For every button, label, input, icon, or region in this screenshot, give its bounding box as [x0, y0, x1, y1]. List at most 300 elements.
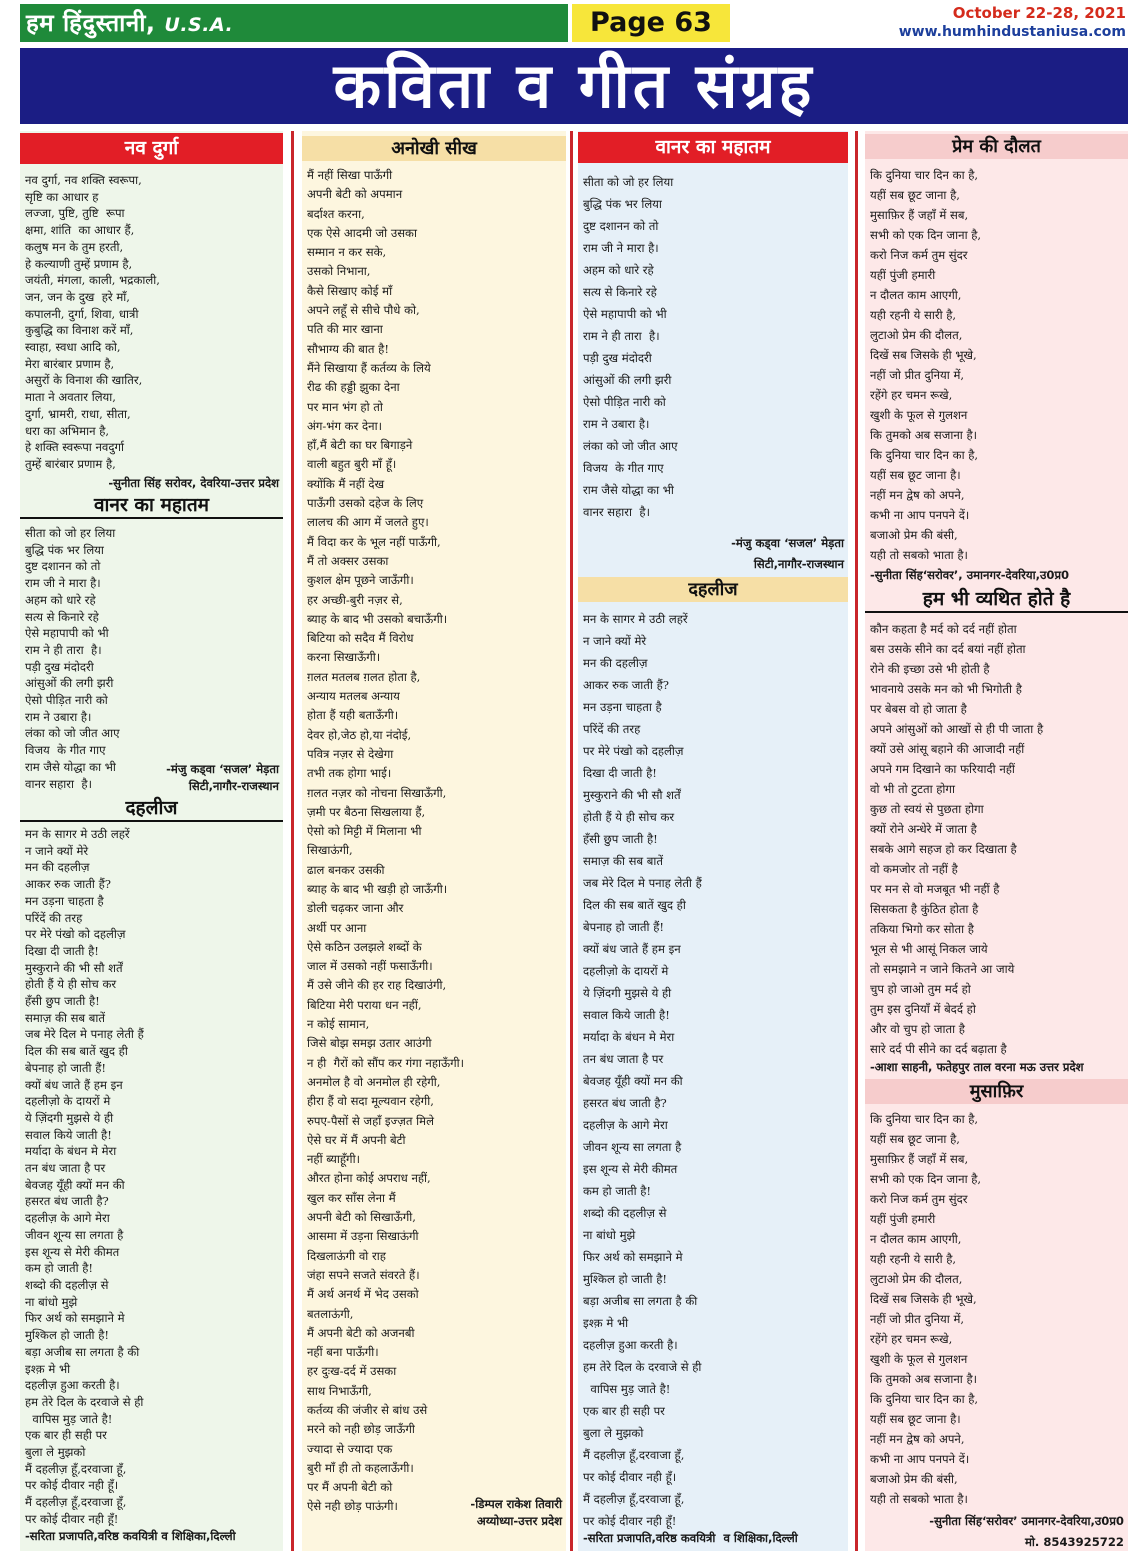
poem-line: लुटाओ प्रेम की दौलत,: [870, 328, 963, 342]
poem-line: कभी ना आप पनपने दें।: [870, 1452, 970, 1466]
poem-line: शब्दो की दहलीज़ से: [25, 1277, 109, 1292]
poem-line: वो कमजोर तो नहीं है: [870, 862, 958, 876]
poem-line: नहीं मन द्वेष को अपने,: [870, 488, 965, 502]
poem-line: जीवन शून्य सा लगता है: [25, 1227, 124, 1242]
poem-line: जिसे बोझ समझ उतार आउंगी: [307, 1036, 432, 1051]
poem-line: पर कोई दीवार नही हूँ।: [25, 1478, 119, 1493]
poem-line: खुशी के फूल से गुलशन: [870, 1352, 968, 1366]
poem-title: वानर का महातम: [578, 132, 848, 163]
poem-body: [865, 165, 1128, 565]
poem-line: कौन कहता है मर्द को दर्द नहीं होता: [870, 622, 1017, 636]
publication-suffix: U.S.A.: [164, 14, 234, 36]
poem-line: मुसाफ़िर हैं जहाँ में सब,: [870, 1152, 969, 1166]
poem-line: रुपए-पैसों से जहाँ इज्ज़त मिले: [307, 1113, 434, 1128]
poem-line: हम तेरे दिल के दरवाजे से ही: [583, 1360, 702, 1374]
poem-line: कुछ तो स्वयं से पुछता होगा: [870, 802, 984, 816]
column-3: [578, 131, 848, 1551]
poem-line: ब्याह के बाद भी उसको बचाऊँगी।: [307, 611, 448, 626]
poem-line: खुशी के फूल से गुलशन: [870, 408, 968, 422]
poem-line: सवाल किये जाती है!: [583, 1008, 670, 1022]
poem-line: दुष्ट दशानन को तो: [25, 559, 101, 574]
poem-title: अनोखी सीख: [302, 136, 566, 161]
poem-line: मैं दहलीज़ हूँ,दरवाजा हूँ,: [583, 1492, 685, 1506]
poem-line: वापिस मुड़ जाते है!: [25, 1411, 113, 1426]
poem-line: करो निज कर्म तुम सुंदर: [870, 1192, 968, 1206]
poem-title: प्रेम की दौलत: [865, 134, 1128, 159]
masthead: [20, 4, 1128, 42]
poem-line: यही तो सबको भाता है।: [870, 1492, 968, 1506]
poem-line: जब मेरे दिल मे पनाह लेती हैं: [583, 876, 702, 890]
poem-line: बड़ा अजीब सा लगता है की: [583, 1294, 698, 1308]
poem-line: हँसी छुप जाती है!: [25, 994, 100, 1009]
poem-line: दहलीज़ हुआ करती है।: [25, 1378, 120, 1393]
poem-line: सीता को जो हर लिया: [583, 175, 674, 189]
poem-line: पाऊँगी उसको दहेज के लिए: [307, 496, 424, 511]
poem-line: नव दुर्गा, नव शक्ति स्वरूपा,: [25, 173, 142, 187]
poem-line: फिर अर्थ को समझाने मे: [25, 1311, 125, 1326]
poem-line: बर्दाश्त करना,: [307, 206, 365, 221]
poem-line: पति की मार खाना: [307, 322, 383, 337]
poem-line: नहीं बना पाऊँगी।: [307, 1345, 379, 1360]
poem-line: मैं दहलीज़ हूँ,दरवाजा हूँ,: [583, 1448, 685, 1462]
poem-line: ग़लत मतलब ग़लत होता है,: [307, 669, 421, 684]
poem-line: सृष्टि का आधार ह: [25, 189, 99, 204]
poem-line: मैं नहीं सिखा पाऊँगी: [307, 168, 393, 182]
poem-line: राम ने उबारा है।: [583, 417, 650, 431]
poem-line: लंका को जो जीत आए: [25, 726, 120, 741]
poem-title: हम भी व्यथित होते है: [865, 587, 1128, 613]
poem-line: यहीं पुंजी हमारी: [870, 268, 936, 282]
poem-line: मन की दहलीज़: [583, 656, 648, 670]
poem-body: [578, 608, 848, 1532]
poem-line: सीता को जो हर लिया: [25, 526, 116, 540]
poem-line: जयंती, मंगला, काली, भद्रकाली,: [25, 273, 160, 288]
poem-line: क्यों बंध जाते हैं हम इन: [583, 942, 681, 956]
poem-line: सत्य से किनारे रहे: [583, 285, 657, 299]
poem-line: एक ऐसे आदमी जो उसका: [307, 225, 417, 240]
poem-line: बुरी माँ ही तो कहलाऊँगी।: [307, 1460, 414, 1475]
poem-line: मैं दहलीज़ हूँ,दरवाजा हूँ,: [25, 1461, 127, 1476]
poem-title: वानर का महातम: [20, 493, 283, 519]
poem-body: [20, 172, 283, 475]
issue-date: October 22-28, 2021: [952, 4, 1126, 22]
poem-line: लंका को जो जीत आए: [583, 439, 678, 453]
poem-line: एक बार ही सही पर: [25, 1428, 107, 1443]
column-4: [865, 131, 1128, 1551]
poem-line: हँसी छुप जाती है!: [583, 832, 658, 846]
poem-line: तो समझाने न जाने कितने आ जाये: [870, 962, 1015, 976]
poem-line: रीढ की हड्डी झुका देना: [307, 380, 400, 395]
poem-line: मैंने सिखाया हैं कर्तव्य के लिये: [307, 360, 431, 375]
poem-line: दहलीज़ो के दायरों मे: [25, 1094, 111, 1109]
poem-line: अन्याय मतलब अन्याय: [307, 689, 400, 704]
poem-line: ये ज़िंदगी मुझसे ये ही: [583, 986, 672, 1000]
poem-line: बजाओ प्रेम की बंसी,: [870, 1472, 958, 1486]
poem-line: पर मेरे पंखो को दहलीज़: [25, 927, 126, 942]
poem-line: तुम इस दुनियाँ में बेदर्द हो: [870, 1002, 976, 1016]
poem-line: राम ने उबारा है।: [25, 709, 92, 724]
poem-line: नहीं जो प्रीत दुनिया में,: [870, 1312, 965, 1326]
poem-body: [20, 826, 283, 1526]
poem-line: न दौलत काम आएगी,: [870, 288, 962, 302]
poem-line: असुरों के विनाश की खातिर,: [25, 373, 143, 388]
poem-line: बुला ले मुझको: [583, 1426, 644, 1440]
poem-line: कैसे सिखाए कोई माँ: [307, 283, 393, 298]
poem-line: यही तो सबको भाता है।: [870, 548, 968, 562]
poem-author: -मंजु कड्वा ‘सजल’ मेड़ता: [731, 536, 844, 550]
poem-line: कुशल क्षेम पूछने जाऊँगी।: [307, 573, 414, 588]
poem-line: पवित्र नज़र से देखेगा: [307, 746, 394, 761]
poem-line: एक बार ही सही पर: [583, 1404, 665, 1418]
poem-line: अपनी बेटी को सिखाऊँगी,: [307, 1210, 416, 1225]
poem-line: बेवजह यूँही क्यों मन की: [583, 1074, 683, 1088]
poem-line: ज़मी पर बैठना सिखलाया हैं,: [307, 804, 426, 819]
poem-line: हीरा हैं वो सदा मूल्यवान रहेगी,: [307, 1094, 434, 1109]
poem-title: मुसाफ़िर: [865, 1079, 1128, 1104]
poem-line: मुस्कुराने की भी सौ शर्तें: [583, 788, 681, 802]
poem-line: भूल से भी आसूं निकल जाये: [870, 942, 988, 956]
poem-line: मैं उसे जीने की हर राह दिखाउंगी,: [307, 978, 447, 993]
poem-line: ऐसो को मिट्टी में मिलाना भी: [307, 824, 422, 839]
poem-line: सत्य से किनारे रहे: [25, 609, 99, 624]
poem-line: औरत होना कोई अपराध नहीं,: [307, 1171, 431, 1186]
poem-line: बिटिया को सदैव मैं विरोध: [307, 631, 414, 646]
poem-line: तकिया भिगो कर सोता है: [870, 922, 974, 936]
poem-line: इस शून्य से मेरी कीमत: [583, 1162, 678, 1176]
poem-line: यही रहनी ये सारी है,: [870, 1252, 957, 1266]
poem-line: आकर रुक जाती हैं?: [583, 678, 669, 692]
poem-line: हसरत बंध जाती है?: [25, 1194, 109, 1209]
poem-line: दिखें सब जिसके ही भूखे,: [870, 1292, 977, 1306]
poem-line: लालच की आग में जलते हुए।: [307, 515, 429, 530]
poem-line: परिंदें की तरह: [583, 722, 641, 736]
poem-line: नहीं मन द्वेष को अपने,: [870, 1432, 965, 1446]
poem-line: हे कल्याणी तुम्हें प्रणाम है,: [25, 256, 133, 271]
poem-line: दहलीज़ो के दायरों मे: [583, 964, 669, 978]
poem-line: विजय के गीत गाए: [583, 461, 664, 475]
poem-line: पड़ी दुख मंदोदरी: [583, 351, 652, 365]
poem-line: क्यों बंध जाते हैं हम इन: [25, 1077, 123, 1092]
poem-line: बेपनाह हो जाती हैं!: [25, 1060, 107, 1075]
website-link[interactable]: www.humhindustaniusa.com: [898, 24, 1126, 40]
publication-name: [20, 4, 568, 42]
poem-body: [578, 171, 848, 523]
poem-title: दहलीज: [20, 796, 283, 822]
poem-line: मन उड़ना चाहता है: [25, 893, 104, 908]
poem-line: तुम्हें बारंबार प्रणाम है,: [25, 456, 116, 471]
poem-author: -सुनीता सिंह‘सरोवर’ उमानगर-देवरिया,उ0प्र0: [929, 1514, 1124, 1528]
poem-line: पर मेरे पंखो को दहलीज़: [583, 744, 684, 758]
poem-line: कि दुनिया चार दिन का है,: [870, 168, 979, 182]
poem-line: कपालनी, दुर्गा, शिवा, धात्री: [25, 306, 139, 321]
column-separator: [570, 131, 573, 1551]
poem-line: दिखें सब जिसके ही भूखे,: [870, 348, 977, 362]
poem-line: राम जी ने मारा है।: [583, 241, 659, 255]
poem-line: राम ने ही तारा है।: [25, 642, 102, 657]
poem-line: जंहा सपने सजते संवरते हैं।: [307, 1267, 420, 1282]
poem-line: ना बांधो मुझे: [25, 1294, 78, 1309]
poem-line: मर्यादा के बंधन मे मेरा: [25, 1144, 117, 1159]
poem-line: मैं दहलीज़ हूँ,दरवाजा हूँ,: [25, 1495, 127, 1510]
poem-line: मुश्किल हो जाती है!: [25, 1328, 110, 1343]
poem-line: आसमा में उड़ना सिखाऊंगी: [307, 1229, 419, 1244]
poem-line: पर मैं अपनी बेटी को: [307, 1480, 393, 1495]
poem-line: नहीं ब्याहूँगी।: [307, 1152, 360, 1167]
poem-line: अनमोल है वो अनमोल ही रहेगी,: [307, 1074, 441, 1089]
poem-line: यहीं सब छूट जाना है।: [870, 1412, 961, 1426]
poem-line: हाँ,मैं बेटी का घर बिगाड़ने: [307, 438, 413, 453]
poem-line: यहीं सब छूट जाना है,: [870, 1132, 960, 1146]
poem-line: सभी को एक दिन जाना है,: [870, 1172, 982, 1186]
poem-line: राम जैसे योद्धा का भी: [25, 759, 116, 774]
poem-line: दहलीज़ हुआ करती है।: [583, 1338, 678, 1352]
poem-line: कम हो जाती है!: [25, 1261, 94, 1276]
poem-line: होती हैं ये ही सोच कर: [25, 977, 117, 992]
poem-line: माता ने अवतार लिया,: [25, 390, 116, 405]
poem-line: पड़ी दुख मंदोदरी: [25, 659, 94, 674]
poem-line: कलुष मन के तुम हरती,: [25, 239, 124, 254]
poem-line: सभी को एक दिन जाना है,: [870, 228, 982, 242]
poem-line: तन बंध जाता है पर: [583, 1052, 664, 1066]
poem-line: दहलीज़ के आगे मेरा: [583, 1118, 668, 1132]
poem-line: बस उसके सीने का दर्द बयां नहीं होता: [870, 642, 1026, 656]
poem-line: बेपनाह हो जाती हैं!: [583, 920, 665, 934]
poem-title: नव दुर्गा: [20, 133, 283, 164]
poem-line: लुटाओ प्रेम की दौलत,: [870, 1272, 963, 1286]
poem-line: जीवन शून्य सा लगता है: [583, 1140, 682, 1154]
poem-author: मो. 8543925722: [1024, 1535, 1124, 1549]
poem-line: पर मान भंग हो तो: [307, 399, 383, 414]
poem-line: तन बंध जाता है पर: [25, 1161, 106, 1176]
poem-title: दहलीज: [578, 577, 848, 602]
poem-line: करो निज कर्म तुम सुंदर: [870, 248, 968, 262]
poem-line: कि दुनिया चार दिन का है,: [870, 1392, 979, 1406]
poem-line: कि दुनिया चार दिन का है,: [870, 1112, 979, 1126]
poem-line: हर अच्छी-बुरी नज़र से,: [307, 592, 403, 607]
poem-line: हसरत बंध जाती है?: [583, 1096, 667, 1110]
poem-line: मेरा बारंबार प्रणाम है,: [25, 356, 115, 371]
poem-line: बुला ले मुझको: [25, 1445, 86, 1460]
poem-author: अय्योध्या-उत्तर प्रदेश: [476, 1514, 562, 1528]
poem-line: यहीं सब छूट जाना है।: [870, 468, 961, 482]
column-1: [20, 131, 283, 1551]
poem-line: ऐसे कठिन उलझले शब्दों के: [307, 939, 422, 954]
poem-line: सारे दर्द पी सीने का दर्द बढ़ाता है: [870, 1042, 1007, 1056]
poem-line: हर दुःख-दर्द में उसका: [307, 1364, 397, 1379]
poem-line: क्षमा, शांति का आधार हैं,: [25, 223, 135, 238]
poem-line: दिल की सब बातें खुद ही: [25, 1044, 128, 1059]
poem-line: ये ज़िंदगी मुझसे ये ही: [25, 1110, 114, 1125]
poem-line: कम हो जाती है!: [583, 1184, 652, 1198]
poem-line: यही रहनी ये सारी है,: [870, 308, 957, 322]
poem-line: इश्क़ मे भी: [25, 1361, 71, 1376]
poem-line: चुप हो जाओ तुम मर्द हो: [870, 982, 971, 996]
poem-line: होती हैं ये ही सोच कर: [583, 810, 675, 824]
poem-line: साथ निभाऊँगी,: [307, 1383, 372, 1398]
poem-line: अहम को धारे रहे: [583, 263, 654, 277]
poem-line: और वो चुप हो जाता है: [870, 1022, 965, 1036]
dateline: [899, 4, 1126, 41]
poem-line: ऐसो पीड़ित नारी को: [583, 395, 666, 409]
poem-line: कि तुमको अब सजाना है।: [870, 428, 978, 442]
poem-line: सिखाऊंगी,: [307, 843, 353, 858]
poem-line: होता हैं यही बताऊँगी।: [307, 708, 399, 723]
poem-line: मैं अर्थ अनर्थ में भेद उसको: [307, 1287, 419, 1302]
poem-line: ऐसे महापापी को भी: [583, 307, 667, 321]
poem-line: सम्मान न कर सके,: [307, 245, 387, 260]
poem-line: दहलीज़ के आगे मेरा: [25, 1211, 110, 1226]
poem-line: यहीं सब छूट जाना है,: [870, 188, 960, 202]
poem-line: स्वाहा, स्वधा आदि को,: [25, 340, 121, 355]
poem-line: बतलाऊंगी,: [307, 1306, 354, 1321]
poem-line: कि दुनिया चार दिन का है,: [870, 448, 979, 462]
poem-line: क्यों रोने अन्धेरे में जाता है: [870, 822, 977, 836]
poem-line: मैं विदा कर के भूल नहीं पाऊँगी,: [307, 534, 441, 549]
poem-line: ढाल बनकर उसकी: [307, 862, 385, 877]
poem-line: अपने आंसुओं को आखों से ही पी जाता है: [870, 722, 1044, 736]
poem-line: ज्यादा से ज्यादा एक: [307, 1441, 393, 1456]
poem-line: बड़ा अजीब सा लगता है की: [25, 1344, 140, 1359]
poem-line: दुर्गा, भ्रामरी, राधा, सीता,: [25, 406, 131, 421]
poem-author: सिटी,नागौर-राजस्थान: [753, 557, 844, 571]
poem-line: वानर सहारा है।: [25, 776, 92, 791]
poem-line: न ही गैरों को सौंप कर गंगा नहाऊँगी।: [307, 1055, 465, 1070]
poem-line: जन, जन के दुख हरे माँ,: [25, 289, 130, 304]
poem-author: -सरिता प्रजापति,वरिष्ठ कवयित्री व शिक्षिका,दिल्ली: [25, 1529, 236, 1543]
poem-line: न कोई सामान,: [307, 1017, 370, 1032]
poem-line: क्योंकि मैं नहीं देख: [307, 476, 385, 491]
poem-line: ऐसो पीड़ित नारी को: [25, 693, 108, 708]
poem-line: जब मेरे दिल मे पनाह लेती हैं: [25, 1027, 144, 1042]
poem-line: ना बांधो मुझे: [583, 1228, 636, 1242]
poem-line: अर्थी पर आना: [307, 920, 367, 935]
poem-line: नहीं जो प्रीत दुनिया में,: [870, 368, 965, 382]
poem-body: [865, 1109, 1128, 1509]
poem-line: पर मन से वो मजबूत भी नहीं है: [870, 882, 1000, 896]
poem-line: कर्तव्य की जंजीर से बांध उसे: [307, 1403, 428, 1417]
poem-author: -सुनीता सिंह सरोवर, देवरिया-उत्तर प्रदेश: [108, 476, 279, 490]
poem-body: [20, 525, 283, 793]
poem-line: दुष्ट दशानन को तो: [583, 219, 659, 233]
poem-line: सबके आगे सहज हो कर दिखाता है: [870, 842, 1017, 856]
poem-line: सवाल किये जाती है!: [25, 1127, 112, 1142]
poem-line: राम जी ने मारा है।: [25, 576, 101, 591]
poem-line: मरने को नही छोड़ जाऊँगी: [307, 1422, 415, 1437]
poem-line: परिंदें की तरह: [25, 910, 83, 925]
poem-line: न दौलत काम आएगी,: [870, 1232, 962, 1246]
poem-line: आंसुओं की लगी झरी: [583, 373, 672, 387]
poem-line: दिखा दी जाती है!: [583, 766, 657, 780]
poem-line: मुश्किल हो जाती है!: [583, 1272, 668, 1286]
poem-line: राम ने ही तारा है।: [583, 329, 660, 343]
poem-line: करना सिखाऊँगी।: [307, 650, 381, 665]
poem-line: विजय के गीत गाए: [25, 743, 106, 758]
poem-line: अपने लहूँ से सीचे पौधे को,: [307, 303, 420, 318]
column-separator: [855, 131, 858, 1551]
poem-line: क्यों उसे आंसू बहाने की आजादी नहीं: [870, 742, 1025, 756]
poem-line: मन के सागर मे उठी लहरें: [583, 612, 688, 626]
poem-line: बेवजह यूँही क्यों मन की: [25, 1177, 125, 1192]
poem-line: सिसकता है कुंठित होता है: [870, 902, 979, 916]
poem-line: समाज़ की सब बातें: [583, 854, 664, 868]
poem-line: अंग-भंग कर देना।: [307, 418, 382, 433]
poem-line: मुसाफ़िर हैं जहाँ में सब,: [870, 208, 969, 222]
poem-author: -डिम्पल राकेश तिवारी: [470, 1497, 562, 1511]
poem-line: ग़लत नज़र को नोचना सिखाऊँगी,: [307, 785, 447, 800]
poem-author: -मंजु कड्वा ‘सजल’ मेड़ता: [166, 762, 279, 776]
poem-line: न जाने क्यों मेरे: [25, 843, 89, 858]
poem-line: आकर रुक जाती हैं?: [25, 877, 111, 892]
poem-line: बुद्धि पंक भर लिया: [25, 542, 104, 557]
poem-line: धरा का अभिमान है,: [25, 423, 110, 438]
poem-line: वो भी तो टुटता होगा: [870, 782, 955, 796]
publication-title: हम हिंदुस्तानी,: [26, 9, 156, 37]
poem-line: पर बेबस वो हो जाता है: [870, 702, 967, 716]
poem-line: ब्याह के बाद भी खड़ी हो जाऊँगी।: [307, 881, 448, 896]
poem-line: कि तुमको अब सजाना है।: [870, 1372, 978, 1386]
poem-line: दिल की सब बातें खुद ही: [583, 898, 686, 912]
poem-line: हम तेरे दिल के दरवाजे से ही: [25, 1394, 144, 1409]
poem-line: आंसुओं की लगी झरी: [25, 676, 114, 691]
poem-line: रहेंगे हर चमन रूखे,: [870, 1332, 953, 1346]
poem-line: मर्यादा के बंधन मे मेरा: [583, 1030, 675, 1044]
poem-line: मैं तो अक्सर उसका: [307, 553, 389, 568]
poem-line: हे शक्ति स्वरूपा नवदुर्गा: [25, 440, 125, 455]
poem-line: कभी ना आप पनपने दें।: [870, 508, 970, 522]
poem-line: बिटिया मेरी पराया धन नहीं,: [307, 997, 422, 1012]
poem-line: उसको निभाना,: [307, 264, 371, 279]
poem-line: कुबुद्धि का विनाश करें माँ,: [25, 323, 134, 338]
poem-line: मन की दहलीज़: [25, 860, 90, 875]
poem-line: शब्दो की दहलीज़ से: [583, 1206, 667, 1220]
poem-line: इस शून्य से मेरी कीमत: [25, 1244, 120, 1259]
poem-line: तभी तक होगा भाई।: [307, 766, 392, 781]
poem-line: मैं अपनी बेटी को अजनबी: [307, 1325, 415, 1340]
poem-author: -सरिता प्रजापति,वरिष्ठ कवयित्री व शिक्षिका,दिल्ली: [583, 1531, 798, 1545]
poem-body: [865, 619, 1128, 1059]
poem-line: राम जैसे योद्धा का भी: [583, 483, 674, 497]
poem-line: यहीं पुंजी हमारी: [870, 1212, 936, 1226]
poem-line: अपनी बेटी को अपमान: [307, 187, 403, 202]
poem-line: पर कोई दीवार नही हूँ!: [583, 1514, 677, 1528]
poem-line: वाली बहुत बुरी माँ हूँ।: [307, 457, 397, 472]
poem-line: दिखा दी जाती है!: [25, 943, 99, 958]
poem-line: न जाने क्यों मेरे: [583, 634, 647, 648]
poem-line: भावनाये उसके मन को भी भिगोती है: [870, 682, 1022, 696]
column-2: [302, 131, 566, 1551]
poem-line: बुद्धि पंक भर लिया: [583, 197, 662, 211]
poem-author: सिटी,नागौर-राजस्थान: [188, 779, 279, 793]
poem-author: -आशा साहनी, फतेहपुर ताल वरना मऊ उत्तर प्रदेश: [870, 1060, 1084, 1074]
poem-line: डोली चढ़कर जाना और: [307, 901, 404, 916]
poem-line: दिखलाऊंगी वो राह: [307, 1248, 386, 1263]
poem-line: खुल कर साँस लेना मैं: [307, 1190, 396, 1205]
poem-line: ऐसे महापापी को भी: [25, 626, 109, 641]
page-number: Page 63: [568, 4, 730, 42]
poem-line: इश्क़ मे भी: [583, 1316, 629, 1330]
column-separator: [291, 131, 294, 1551]
poem-line: जाल में उसको नहीं फसाऊँगी।: [307, 959, 433, 974]
poem-body: [302, 166, 566, 1518]
section-banner: कविता व गीत संग्रह: [20, 48, 1128, 124]
poem-line: अहम को धारे रहे: [25, 592, 96, 607]
poem-line: लज्जा, पुष्टि, तुष्टि रूपा: [25, 206, 125, 221]
poem-line: रोने की इच्छा उसे भी होती है: [870, 662, 990, 676]
poem-line: बजाओ प्रेम की बंसी,: [870, 528, 958, 542]
poem-author: -सुनीता सिंह‘सरोवर’, उमानगर-देवरिया,उ0प्र0: [870, 568, 1070, 582]
poem-line: वानर सहारा है।: [583, 505, 650, 519]
poem-line: अपने गम दिखाने का फरियादी नहीं: [870, 762, 1015, 776]
